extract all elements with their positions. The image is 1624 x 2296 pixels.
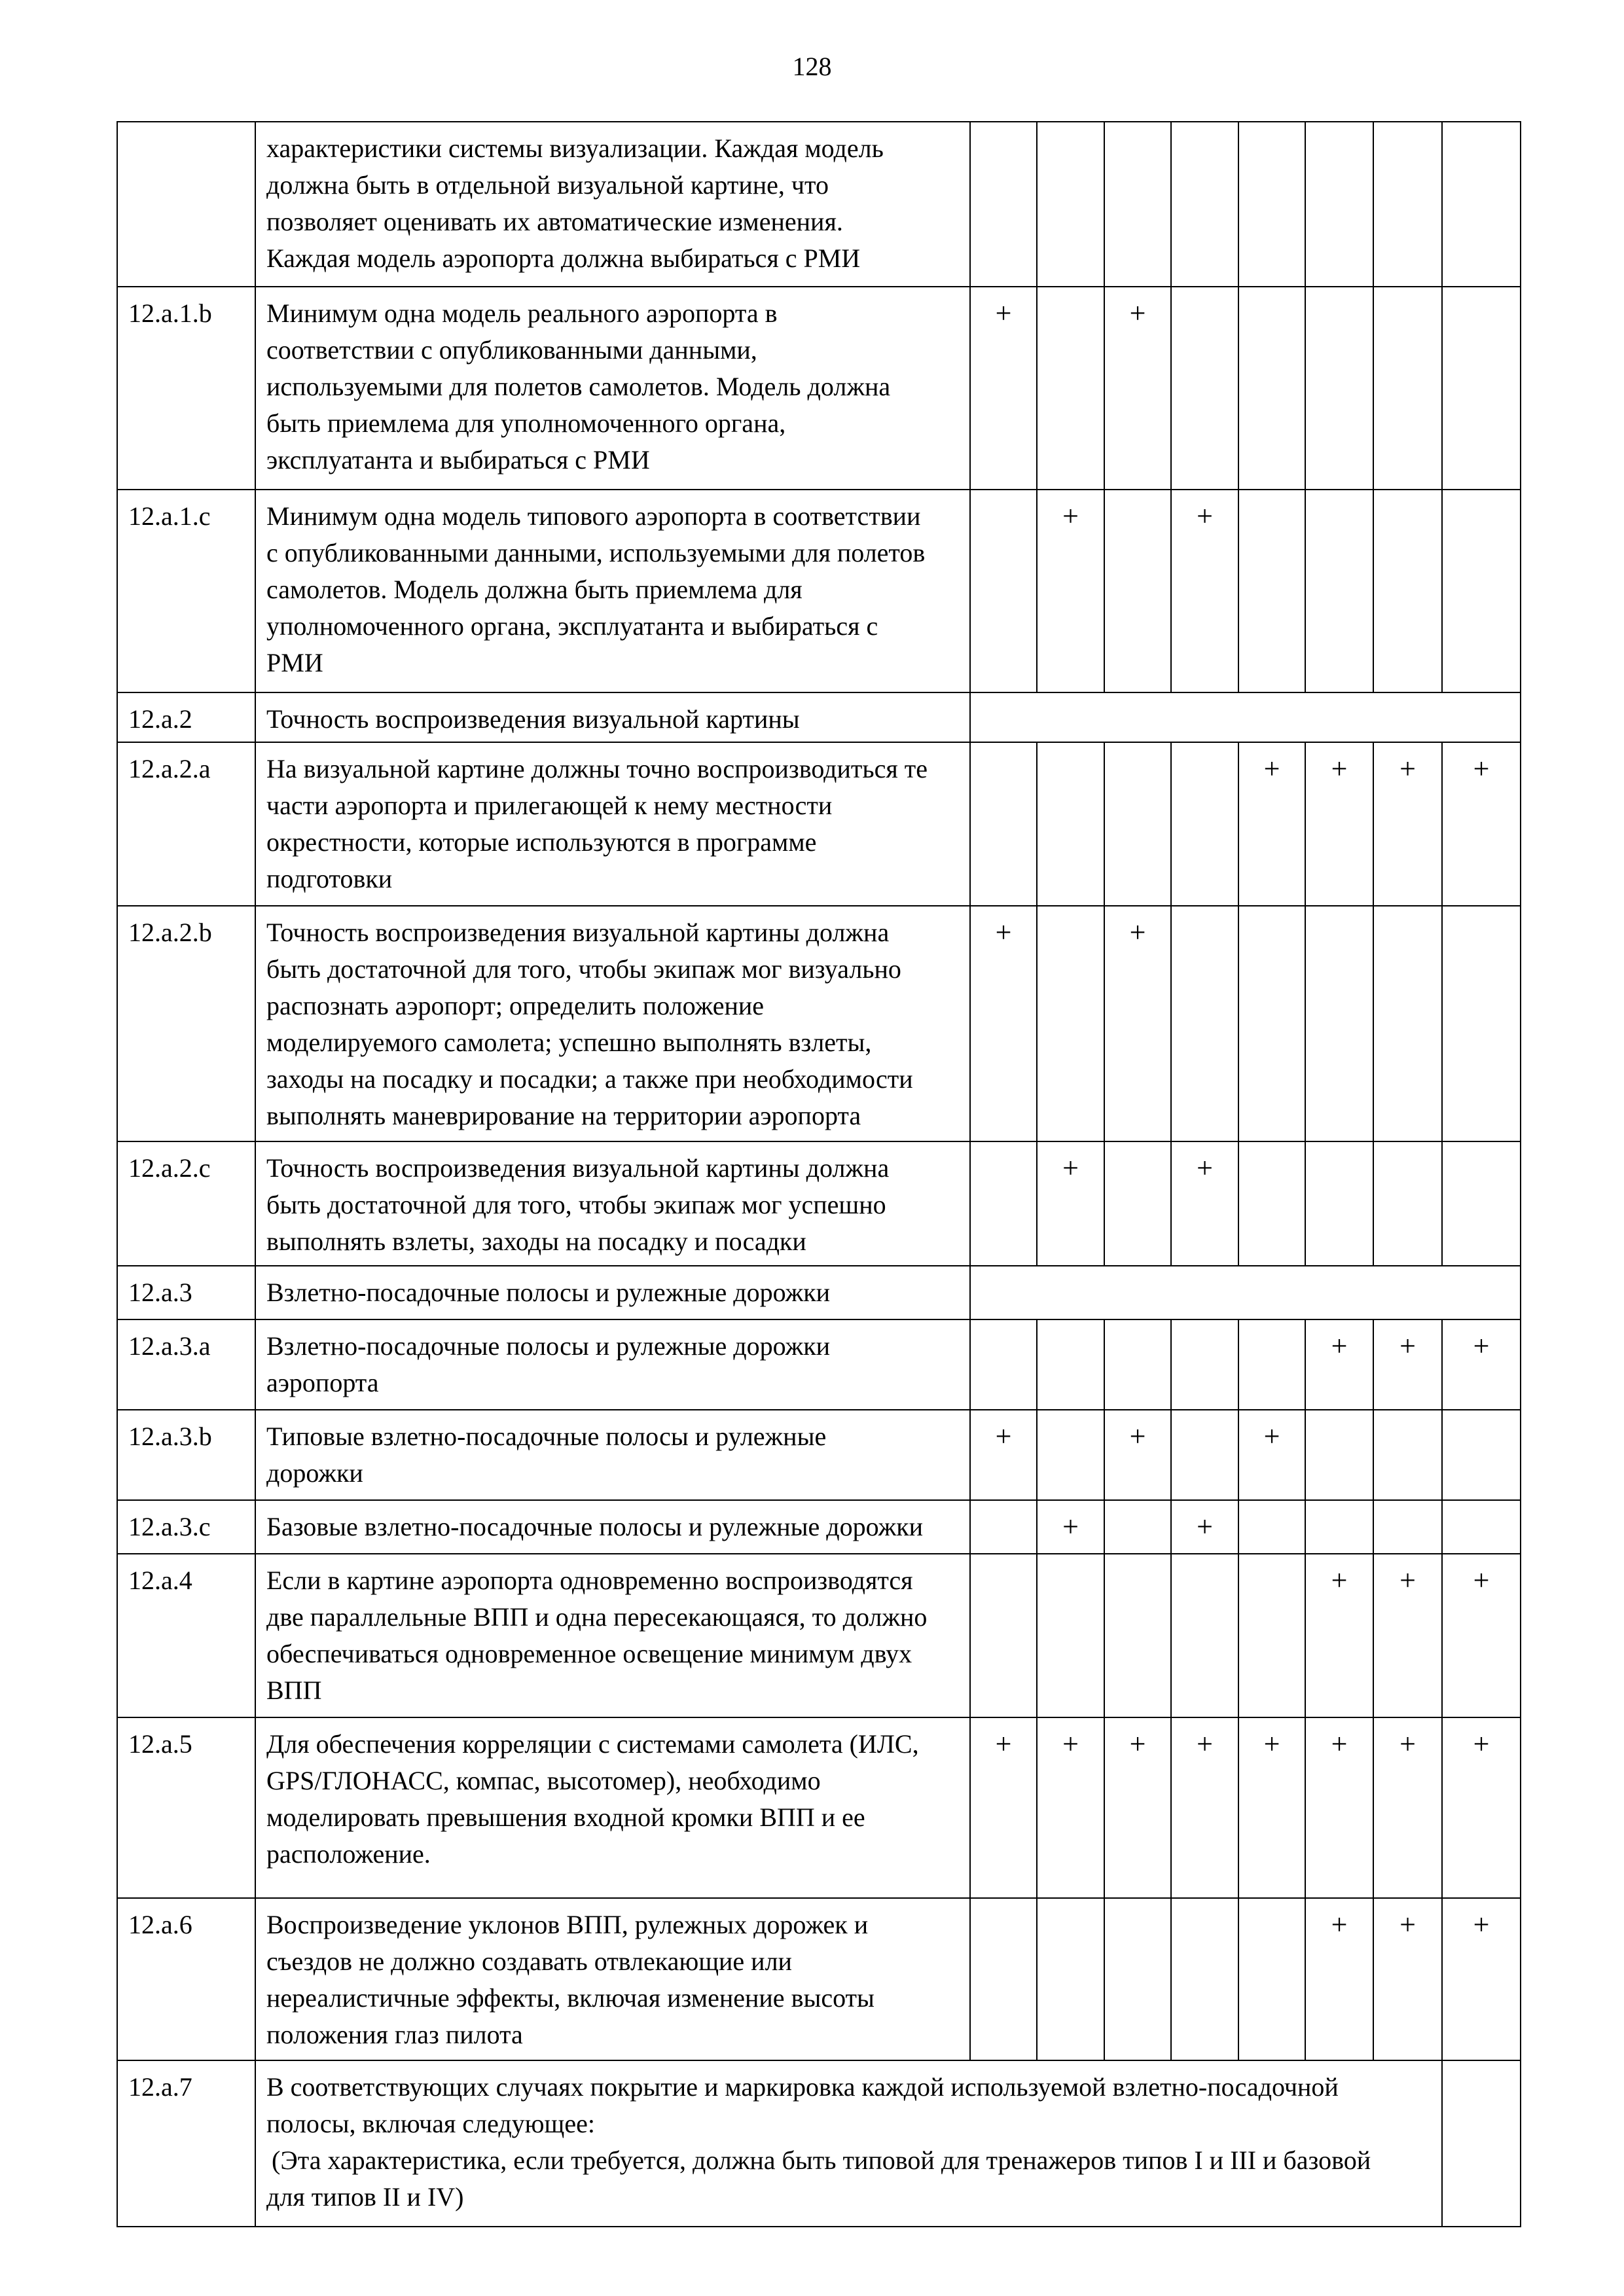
mark-cell: [1104, 490, 1171, 692]
mark-cell: [1373, 1500, 1442, 1554]
mark-cell: +: [1442, 1554, 1521, 1717]
table-row: [117, 906, 1521, 1141]
table-row: [117, 1266, 1521, 1319]
mark-cell: [1238, 1500, 1305, 1554]
item-description: [255, 1410, 970, 1500]
mark-cell: [1104, 1898, 1171, 2060]
mark-cell: +: [970, 1717, 1037, 1898]
mark-cell: [1373, 1141, 1442, 1266]
mark-cell: [1104, 1141, 1171, 1266]
table-row: [117, 1898, 1521, 2060]
item-id: 12.a.2.c: [117, 1141, 255, 1266]
mark-cell: [1238, 1319, 1305, 1410]
item-description: [255, 287, 970, 490]
mark-cell: [1373, 122, 1442, 287]
mark-cell: [970, 1319, 1037, 1410]
description-line: Точность воспроизведения визуальной картины должна: [266, 1153, 890, 1183]
mark-cell: [1171, 1319, 1238, 1410]
mark-cell: [1442, 490, 1521, 692]
description-line: Типовые взлетно-посадочные полосы и рулежные: [266, 1422, 827, 1451]
item-id: 12.a.2.a: [117, 742, 255, 906]
description-line: Минимум одна модель типового аэропорта в соответствии: [266, 501, 921, 531]
table-row: [117, 1554, 1521, 1717]
mark-cell: +: [1373, 742, 1442, 906]
item-id: 12.a.3.c: [117, 1500, 255, 1554]
description-line: нереалистичные эффекты, включая изменение высоты: [266, 1983, 875, 2013]
mark-cell: [1037, 122, 1104, 287]
description-line: РМИ: [266, 648, 323, 677]
mark-cell: +: [1305, 1898, 1373, 2060]
mark-cell: [1305, 1410, 1373, 1500]
description-line: моделировать превышения входной кромки ВПП и ее: [266, 1803, 865, 1832]
mark-cell: +: [1305, 1717, 1373, 1898]
description-line: используемыми для полетов самолетов. Модель должна: [266, 372, 891, 401]
description-line: ВПП: [266, 1676, 322, 1705]
mark-cell: +: [1238, 742, 1305, 906]
description-line: выполнять маневрирование на территории аэропорта: [266, 1101, 861, 1130]
mark-cell: +: [1104, 1410, 1171, 1500]
mark-cell: +: [970, 1410, 1037, 1500]
description-line: моделируемого самолета; успешно выполнять взлеты,: [266, 1028, 872, 1057]
item-id: 12.a.3.b: [117, 1410, 255, 1500]
description-line: съездов не должно создавать отвлекающие или: [266, 1946, 792, 1976]
description-line: Базовые взлетно-посадочные полосы и рулежные дорожки: [266, 1512, 924, 1541]
mark-cell: [1104, 122, 1171, 287]
item-id: [117, 122, 255, 287]
mark-cell: +: [1442, 1898, 1521, 2060]
description-line: Взлетно-посадочные полосы и рулежные дорожки: [266, 1331, 831, 1361]
item-description: [255, 1141, 970, 1266]
description-line: соответствии с опубликованными данными,: [266, 335, 757, 365]
mark-cell: [1171, 1554, 1238, 1717]
mark-cell: [1305, 287, 1373, 490]
mark-cell: [1037, 1319, 1104, 1410]
mark-cell: [970, 1500, 1037, 1554]
description-line: две параллельные ВПП и одна пересекающаяся, то должно: [266, 1602, 928, 1632]
mark-cell: [970, 1141, 1037, 1266]
description-line: Точность воспроизведения визуальной картины: [266, 704, 800, 734]
description-line: быть достаточной для того, чтобы экипаж мог успешно: [266, 1190, 886, 1219]
mark-cell: [1238, 122, 1305, 287]
table-row: [117, 742, 1521, 906]
mark-cell: [970, 742, 1037, 906]
mark-cell: [1442, 122, 1521, 287]
mark-cell: +: [1171, 1500, 1238, 1554]
mark-cell: +: [1305, 1319, 1373, 1410]
description-line: Каждая модель аэропорта должна выбираться с РМИ: [266, 243, 861, 273]
description-line: самолетов. Модель должна быть приемлема для: [266, 575, 803, 604]
item-description: [255, 1266, 970, 1319]
description-line: с опубликованными данными, используемыми для полетов: [266, 538, 926, 567]
description-line: для типов II и IV): [266, 2182, 464, 2212]
item-id: 12.a.1.b: [117, 287, 255, 490]
mark-cell: [1171, 287, 1238, 490]
mark-cell: [1171, 742, 1238, 906]
mark-cell: [1171, 122, 1238, 287]
description-line: полосы, включая следующее:: [266, 2109, 595, 2138]
mark-cell: [1373, 490, 1442, 692]
description-line: Взлетно-посадочные полосы и рулежные дорожки: [266, 1278, 831, 1307]
description-line: должна быть в отдельной визуальной картине, что: [266, 170, 829, 200]
description-line: характеристики системы визуализации. Каждая модель: [266, 134, 884, 163]
item-description: [255, 1898, 970, 2060]
item-id: 12.a.3.a: [117, 1319, 255, 1410]
description-line: окрестности, которые используются в программе: [266, 827, 817, 857]
description-line: Если в картине аэропорта одновременно воспроизводятся: [266, 1566, 913, 1595]
mark-cell: +: [970, 287, 1037, 490]
mark-cell: [970, 490, 1037, 692]
mark-cell: +: [1104, 287, 1171, 490]
mark-cell: +: [1104, 906, 1171, 1141]
table-row: [117, 2060, 1521, 2227]
item-description: [255, 906, 970, 1141]
mark-cell: [970, 1554, 1037, 1717]
description-line: В соответствующих случаях покрытие и маркировка каждой используемой взлетно-посадочной: [266, 2072, 1339, 2102]
mark-cell: +: [1171, 1717, 1238, 1898]
mark-cell: +: [1171, 490, 1238, 692]
mark-cell: [1037, 742, 1104, 906]
mark-cell: [1442, 1410, 1521, 1500]
table-row: [117, 287, 1521, 490]
mark-cell: [1238, 1898, 1305, 2060]
mark-cell: [1373, 287, 1442, 490]
item-description: [255, 122, 970, 287]
mark-cell: +: [1305, 742, 1373, 906]
mark-cell: [1238, 490, 1305, 692]
mark-cell: [1238, 287, 1305, 490]
table-row: [117, 122, 1521, 287]
mark-cell: [1238, 906, 1305, 1141]
description-line: Точность воспроизведения визуальной картины должна: [266, 918, 890, 947]
mark-cell: [1104, 1500, 1171, 1554]
section-blank-cell: [970, 1266, 1521, 1319]
mark-cell: [1037, 906, 1104, 1141]
mark-cell: +: [1373, 1319, 1442, 1410]
mark-cell: +: [1171, 1141, 1238, 1266]
mark-cell: [1104, 1554, 1171, 1717]
description-line: подготовки: [266, 864, 393, 893]
mark-cell: [1171, 1410, 1238, 1500]
mark-cell: [1373, 1410, 1442, 1500]
mark-cell: +: [1037, 1500, 1104, 1554]
mark-cell: [1037, 1410, 1104, 1500]
mark-cell: [1442, 287, 1521, 490]
mark-cell: +: [1238, 1410, 1305, 1500]
item-id: 12.a.6: [117, 1898, 255, 2060]
item-description: [255, 692, 970, 742]
mark-cell: +: [1442, 1319, 1521, 1410]
table-row: [117, 1141, 1521, 1266]
description-line: аэропорта: [266, 1368, 379, 1397]
description-line: расположение.: [266, 1839, 431, 1869]
mark-cell: [1104, 742, 1171, 906]
description-line: заходы на посадку и посадки; а также при необходимости: [266, 1064, 913, 1094]
mark-cell: [970, 122, 1037, 287]
description-line: обеспечиваться одновременное освещение минимум двух: [266, 1639, 912, 1668]
mark-cell: [1442, 1141, 1521, 1266]
page-number: 128: [792, 52, 832, 81]
mark-cell: +: [1037, 1141, 1104, 1266]
mark-cell: [1305, 490, 1373, 692]
table-row: [117, 1717, 1521, 1898]
item-description: [255, 742, 970, 906]
mark-cell: +: [1037, 1717, 1104, 1898]
mark-cell: +: [1104, 1717, 1171, 1898]
description-line: (Эта характеристика, если требуется, должна быть типовой для тренажеров типов I и III и базовой: [272, 2145, 1371, 2175]
mark-cell: [1171, 1898, 1238, 2060]
description-line: выполнять взлеты, заходы на посадку и посадки: [266, 1227, 806, 1256]
mark-cell: [1104, 1319, 1171, 1410]
mark-cell: +: [1373, 1554, 1442, 1717]
item-id: 12.a.2.b: [117, 906, 255, 1141]
description-line: Минимум одна модель реального аэропорта в: [266, 298, 778, 328]
table-row: [117, 1410, 1521, 1500]
mark-cell: [1442, 1500, 1521, 1554]
mark-cell: [1037, 1898, 1104, 2060]
item-description: [255, 2060, 1442, 2227]
mark-cell: [1305, 1141, 1373, 1266]
mark-cell: [1442, 2060, 1521, 2227]
item-id: 12.a.2: [117, 692, 255, 742]
mark-cell: [1037, 1554, 1104, 1717]
mark-cell: +: [1373, 1717, 1442, 1898]
item-id: 12.a.5: [117, 1717, 255, 1898]
description-line: распознать аэропорт; определить положение: [266, 991, 765, 1020]
item-id: 12.a.3: [117, 1266, 255, 1319]
item-id: 12.a.4: [117, 1554, 255, 1717]
mark-cell: [1373, 906, 1442, 1141]
mark-cell: [970, 1898, 1037, 2060]
mark-cell: [1305, 122, 1373, 287]
mark-cell: [1305, 906, 1373, 1141]
description-line: уполномоченного органа, эксплуатанта и выбираться с: [266, 611, 878, 641]
description-line: эксплуатанта и выбираться с РМИ: [266, 445, 650, 475]
mark-cell: +: [1442, 1717, 1521, 1898]
mark-cell: +: [1238, 1717, 1305, 1898]
description-line: На визуальной картине должны точно воспроизводиться те: [266, 754, 928, 783]
table-row: [117, 490, 1521, 692]
item-description: [255, 1319, 970, 1410]
item-description: [255, 490, 970, 692]
table-row: [117, 692, 1521, 742]
description-line: Воспроизведение уклонов ВПП, рулежных дорожек и: [266, 1910, 869, 1939]
item-description: [255, 1500, 970, 1554]
description-line: быть достаточной для того, чтобы экипаж мог визуально: [266, 954, 901, 984]
mark-cell: +: [1305, 1554, 1373, 1717]
description-line: позволяет оценивать их автоматические изменения.: [266, 207, 843, 236]
description-line: дорожки: [266, 1458, 363, 1488]
mark-cell: [1171, 906, 1238, 1141]
section-blank-cell: [970, 692, 1521, 742]
mark-cell: +: [1442, 742, 1521, 906]
description-line: положения глаз пилота: [266, 2020, 523, 2049]
item-description: [255, 1554, 970, 1717]
mark-cell: [1238, 1141, 1305, 1266]
item-id: 12.a.7: [117, 2060, 255, 2227]
description-line: Для обеспечения корреляции с системами самолета (ИЛС,: [266, 1729, 919, 1759]
mark-cell: [1037, 287, 1104, 490]
mark-cell: +: [970, 906, 1037, 1141]
item-id: 12.a.1.c: [117, 490, 255, 692]
item-description: [255, 1717, 970, 1898]
table-row: [117, 1319, 1521, 1410]
mark-cell: +: [1037, 490, 1104, 692]
mark-cell: [1238, 1554, 1305, 1717]
mark-cell: [1442, 906, 1521, 1141]
table-row: [117, 1500, 1521, 1554]
description-line: части аэропорта и прилегающей к нему местности: [266, 791, 833, 820]
description-line: GPS/ГЛОНАСС, компас, высотомер), необходимо: [266, 1766, 821, 1795]
mark-cell: +: [1373, 1898, 1442, 2060]
mark-cell: [1305, 1500, 1373, 1554]
requirements-table: [117, 121, 1521, 2227]
description-line: быть приемлема для уполномоченного органа,: [266, 408, 786, 438]
